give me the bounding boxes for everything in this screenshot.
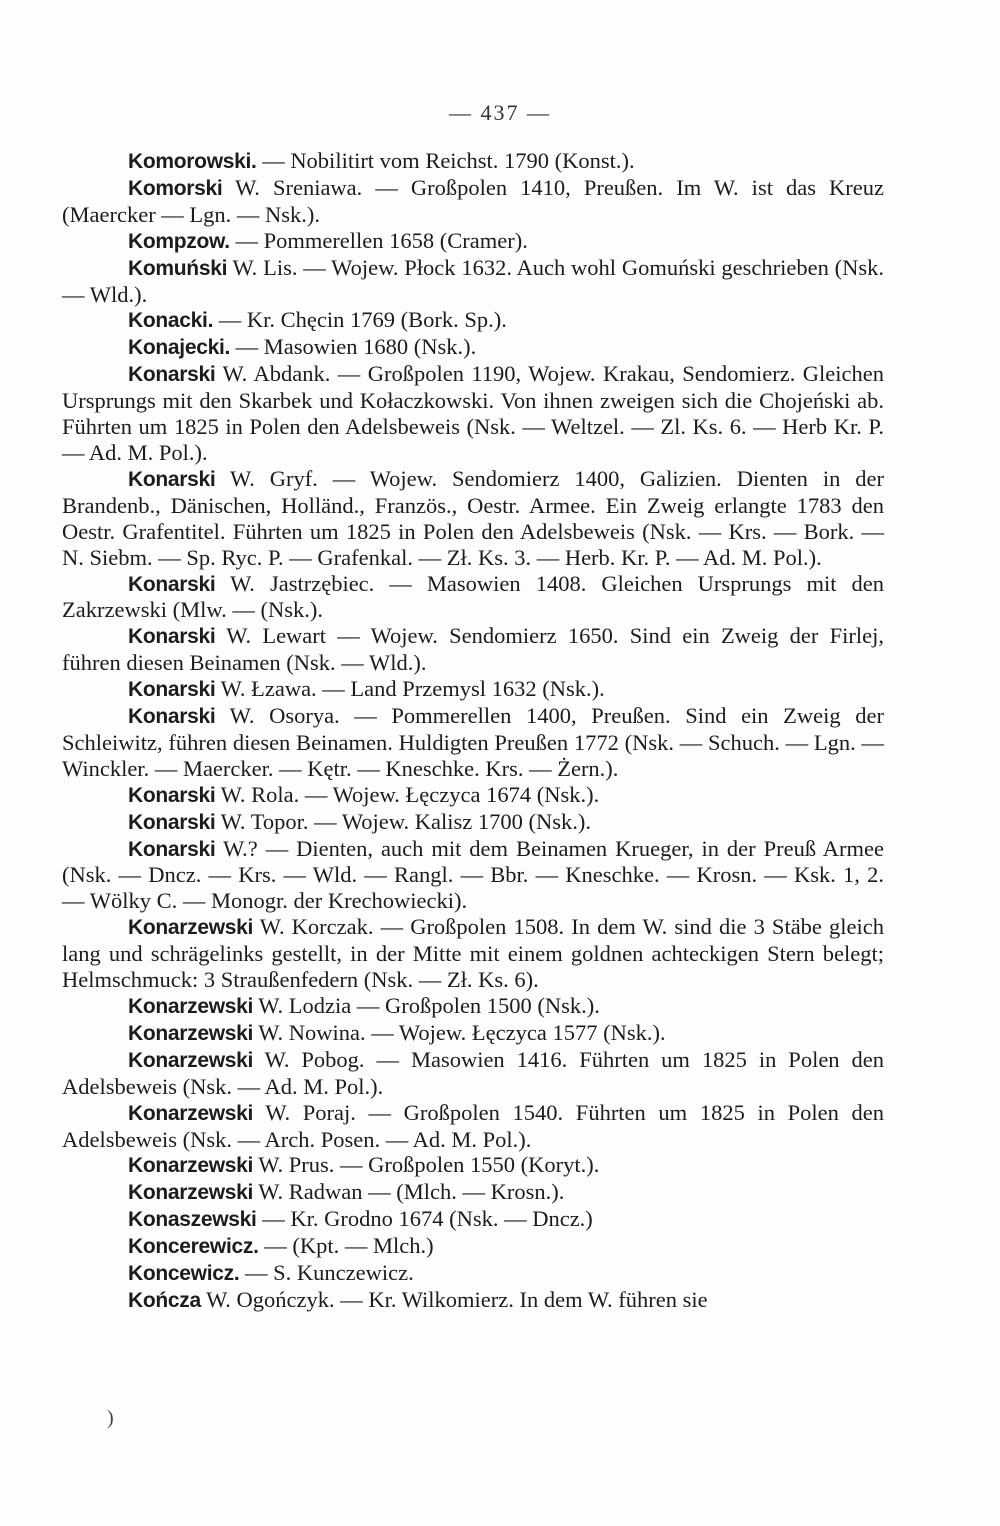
entry-text: — Nobilitirt vom Reichst. 1790 (Konst.). — [256, 148, 635, 173]
entry-text: W. Gryf. — Wojew. Sendomierz 1400, Galizien. Dienten in der Brandenb., Dänischen, Holländ., Französ., Oestr. Armee. Ein Zweig erlangte 1783 den Oestr. Grafentitel. Führten um 1825 in Polen den Adelsbeweis (Nsk. — Krs. — Bork. — N. Siebm. — Sp. Ryc. P. — Grafenkal. — Zł. Ks. 3. — Herb. Kr. P. — Ad. M. Pol.). — [62, 465, 884, 570]
entry-text: W. Sreniawa. — Großpolen 1410, Preußen. Im W. ist das Kreuz (Maercker — Lgn. — Nsk.). — [62, 174, 884, 227]
entry — [62, 1260, 884, 1287]
entry — [62, 1206, 884, 1233]
entry — [62, 623, 884, 676]
entry-text: W. Lodzia — Großpolen 1500 (Nsk.). — [253, 993, 600, 1018]
entry — [62, 914, 884, 993]
entry-name: Komorowski. — [128, 150, 257, 173]
entry-name: Konarski — [128, 363, 216, 387]
entry-text: W. Poraj. — Großpolen 1540. Führten um 1825 in Polen den Adelsbeweis (Nsk. — Arch. Posen. — Ad. M. Pol.). — [62, 1099, 884, 1152]
entry-text: — Kr. Grodno 1674 (Nsk. — Dncz.) — [256, 1206, 593, 1232]
entry-text: W. Lis. — Wojew. Płock 1632. Auch wohl Gomuński geschrieben (Nsk. — Wld.). — [62, 254, 884, 307]
entry — [62, 703, 884, 782]
entry — [62, 1152, 884, 1179]
entry — [62, 466, 884, 571]
entry — [62, 993, 884, 1020]
entry-name: Konarski — [128, 705, 216, 729]
entry-name: Kompzow. — [128, 229, 230, 253]
entry-name: Konarzewski — [128, 1021, 254, 1045]
entry — [62, 1287, 884, 1314]
entry-text: W. Osorya. — Pommerellen 1400, Preußen. Sind ein Zweig der Schleiwitz, führen diesen Beinamen. Huldigten Preußen 1772 (Nsk. — Schuch. — Lgn. — Winckler. — Maercker. — Kętr. — Kneschke. Krs. — Żern.). — [62, 703, 884, 781]
entry-name: Komorski — [128, 176, 223, 200]
entry-name: Konarzewski — [128, 916, 254, 940]
entry — [62, 676, 884, 703]
entry-name: Konarzewski — [128, 995, 254, 1018]
entry — [62, 334, 884, 361]
entry-name: Konajecki. — [128, 336, 231, 360]
entry-text: W. Abdank. — Großpolen 1190, Wojew. Krakau, Sendomierz. Gleichen Ursprungs mit den Skarbek und Kołaczkowski. Von ihnen zweigen sich die Chojeński ab. Führten um 1825 in Polen den Adelsbeweis (Nsk. — Weltzel. — Zl. Ks. 6. — Herb Kr. P. — Ad. M. Pol.). — [62, 361, 884, 465]
entry-name: Konarzewski — [128, 1101, 254, 1125]
entry-text: W. Radwan — (Mlch. — Krosn.). — [253, 1179, 565, 1205]
entry-text: W. Jastrzębiec. — Masowien 1408. Gleichen Ursprungs mit den Zakrzewski (Mlw. — (Nsk.). — [62, 570, 884, 623]
entry-name: Konarski — [128, 625, 216, 649]
entry — [62, 361, 884, 466]
entry-text: W. Lewart — Wojew. Sendomierz 1650. Sind ein Zweig der Firlej, führen diesen Beinamen (Nsk. — Wld.). — [62, 623, 884, 676]
entry-text: — S. Kunczewicz. — [239, 1260, 414, 1286]
entry-list — [62, 148, 884, 1314]
entry-text: — (Kpt. — Mlch.) — [258, 1233, 434, 1259]
entry — [62, 307, 884, 334]
entry — [62, 148, 884, 175]
entry — [62, 571, 884, 624]
entry — [62, 1047, 884, 1100]
entry — [62, 175, 884, 228]
entry-name: Konarzewski — [128, 1154, 254, 1178]
entry-text: W.? — Dienten, auch mit dem Beinamen Krueger, in der Preuß Armee (Nsk. — Dncz. — Krs. — Wld. — Rangl. — Bbr. — Kneschke. — Krosn. — Ksk. 1, 2. — Wölky C. — Monogr. der Krechowiecki). — [62, 835, 884, 914]
entry-name: Konarzewski — [128, 1181, 254, 1205]
entry-name: Konaszewski — [128, 1208, 257, 1232]
entry-text: W. Ogończyk. — Kr. Wilkomierz. In dem W. führen sie — [200, 1286, 708, 1312]
entry-name: Koncerewicz. — [128, 1235, 259, 1259]
entry — [62, 809, 884, 836]
entry-name: Kończa — [128, 1288, 201, 1312]
entry-text: — Masowien 1680 (Nsk.). — [230, 334, 477, 360]
margin-marker: ) — [107, 1407, 114, 1429]
entry-text: W. Korczak. — Großpolen 1508. In dem W. sind die 3 Stäbe gleich lang und schrägelinks gestellt, in der Mitte mit einem goldnen achteckigen Stern belegt; Helmschmuck: 3 Straußenfedern (Nsk. — Zł. Ks. 6). — [62, 914, 884, 993]
entry-name: Komuński — [128, 256, 228, 280]
entry-name: Konarski — [128, 467, 216, 491]
entry-name: Konarzewski — [128, 1048, 254, 1072]
entry — [62, 1100, 884, 1153]
page-number: — 437 — — [449, 100, 551, 125]
entry-text: — Kr. Chęcin 1769 (Bork. Sp.). — [213, 307, 507, 333]
entry-name: Konarski — [128, 837, 216, 861]
entry — [62, 1020, 884, 1047]
entry-text: W. Rola. — Wojew. Łęczyca 1674 (Nsk.). — [215, 781, 600, 807]
entry — [62, 836, 884, 915]
entry-text: W. Łzawa. — Land Przemysl 1632 (Nsk.). — [215, 676, 605, 702]
entry-text: W. Topor. — Wojew. Kalisz 1700 (Nsk.). — [215, 808, 592, 834]
entry-name: Konarski — [128, 678, 216, 702]
entry-name: Konarski — [128, 810, 216, 834]
entry-name: Koncewicz. — [128, 1262, 240, 1286]
entry-name: Konacki. — [128, 309, 214, 333]
entry — [62, 1233, 884, 1260]
entry — [62, 1179, 884, 1206]
entry-name: Konarski — [128, 572, 216, 596]
entry — [62, 228, 884, 255]
entry-text: W. Nowina. — Wojew. Łęczyca 1577 (Nsk.). — [253, 1019, 666, 1045]
entry-text: W. Pobog. — Masowien 1416. Führten um 1825 in Polen den Adelsbeweis (Nsk. — Ad. M. Pol.). — [62, 1046, 884, 1099]
entry-text: — Pommerellen 1658 (Cramer). — [229, 227, 528, 253]
entry — [62, 782, 884, 809]
entry-name: Konarski — [128, 783, 216, 807]
entry-text: W. Prus. — Großpolen 1550 (Koryt.). — [253, 1152, 600, 1178]
entry — [62, 255, 884, 308]
